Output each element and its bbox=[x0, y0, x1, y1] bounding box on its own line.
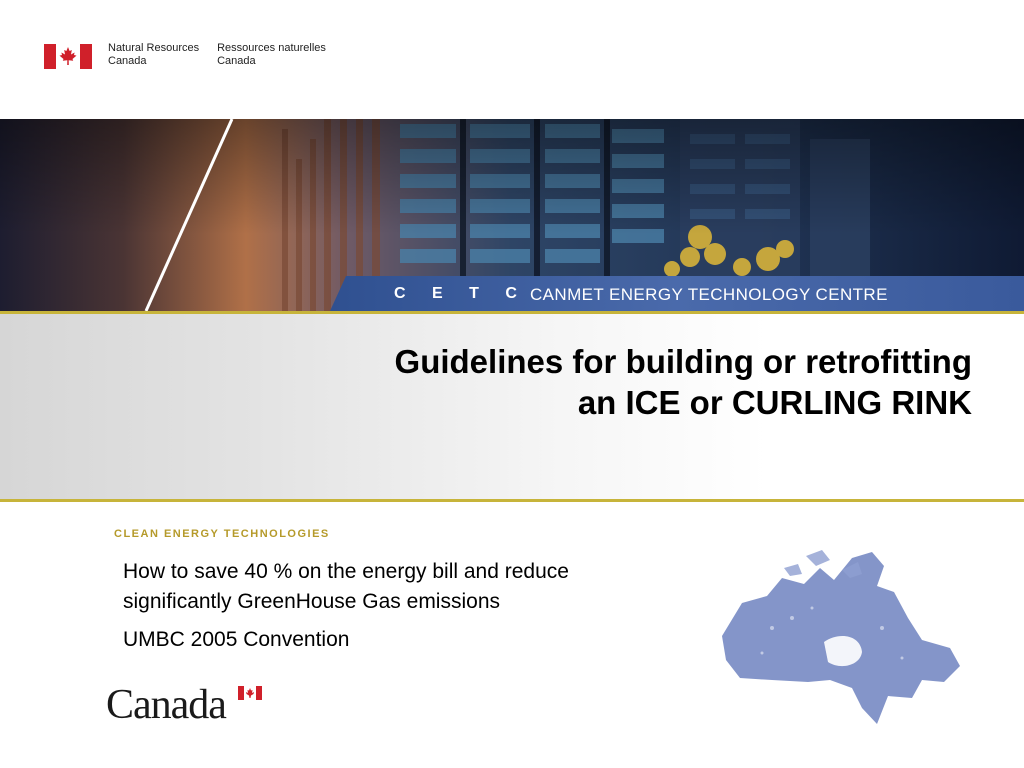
subtitle-block bbox=[123, 557, 603, 655]
wordmark-flag-icon bbox=[238, 686, 262, 700]
dept-fr-line2: Canada bbox=[217, 55, 256, 67]
subtitle-paragraph-1: How to save 40 % on the energy bill and reduce significantly GreenHouse Gas emissions bbox=[123, 560, 569, 613]
canada-map-icon bbox=[712, 548, 964, 730]
canada-flag-icon bbox=[44, 44, 92, 69]
title-line-2: an ICE or CURLING RINK bbox=[577, 384, 972, 421]
cetc-full-name: CANMET ENERGY TECHNOLOGY CENTRE bbox=[530, 285, 888, 304]
subtitle-paragraph-2: UMBC 2005 Convention bbox=[123, 628, 350, 651]
dept-en-line1: Natural Resources bbox=[108, 42, 200, 54]
dept-en-line2: Canada bbox=[108, 55, 147, 67]
section-label: CLEAN ENERGY TECHNOLOGIES bbox=[114, 528, 330, 540]
page-title bbox=[395, 341, 972, 423]
title-line-1: Guidelines for building or retrofitting bbox=[394, 343, 972, 380]
department-name-french bbox=[217, 42, 326, 68]
cetc-abbreviation: C E T C bbox=[394, 285, 528, 302]
canada-wordmark: Canada bbox=[106, 682, 226, 728]
dept-fr-line1: Ressources naturelles bbox=[217, 42, 326, 54]
department-name-english bbox=[108, 42, 199, 68]
government-header bbox=[44, 42, 326, 72]
